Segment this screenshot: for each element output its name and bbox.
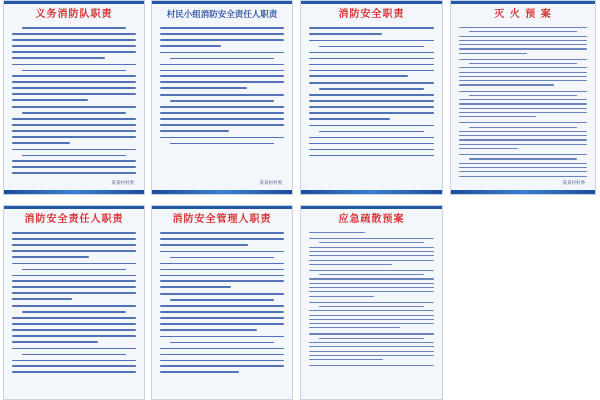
text-line <box>170 143 274 145</box>
text-line <box>12 298 72 300</box>
poster-body-text <box>459 27 587 178</box>
text-line <box>12 57 105 59</box>
text-line <box>459 154 587 155</box>
poster-title: 村民小组消防安全责任人职责 <box>166 10 278 20</box>
text-line <box>309 291 434 292</box>
text-line <box>12 275 136 277</box>
text-line <box>459 48 587 49</box>
poster-body-text <box>309 232 434 383</box>
text-line <box>12 244 136 246</box>
text-line <box>309 323 434 324</box>
text-line <box>12 149 136 151</box>
poster-top-bar <box>4 206 144 209</box>
text-line <box>459 76 587 77</box>
text-line <box>309 278 434 279</box>
poster-fire-safety-manager <box>151 205 293 400</box>
text-line <box>309 327 400 328</box>
text-line <box>160 251 284 253</box>
text-line <box>160 94 284 96</box>
poster-bottom-bar <box>451 190 595 194</box>
poster-title: 消防安全职责 <box>338 9 405 20</box>
text-line <box>309 319 434 320</box>
text-line <box>160 130 229 132</box>
text-line <box>160 64 284 66</box>
text-line <box>160 323 284 325</box>
poster-fire-safety-duties <box>300 0 443 195</box>
text-line <box>309 106 434 108</box>
poster-title: 消防安全管理人职责 <box>172 214 272 225</box>
text-line <box>160 293 284 295</box>
text-line <box>459 44 587 45</box>
text-line <box>160 33 284 35</box>
text-line <box>309 333 434 334</box>
text-line <box>170 299 274 301</box>
text-line <box>12 172 136 174</box>
text-line <box>22 311 126 313</box>
poster-title: 消防安全责任人职责 <box>24 214 124 225</box>
text-line <box>319 242 424 243</box>
text-line <box>160 280 284 282</box>
text-line <box>459 36 587 37</box>
poster-top-bar <box>152 206 292 209</box>
text-line <box>459 67 587 68</box>
text-line <box>12 124 136 126</box>
text-line <box>160 137 284 139</box>
text-line <box>12 323 136 325</box>
text-line <box>160 52 284 54</box>
text-line <box>459 91 587 92</box>
text-line <box>309 310 434 311</box>
text-line <box>459 59 587 60</box>
text-line <box>170 58 274 60</box>
text-line <box>12 81 136 83</box>
text-line <box>309 359 383 360</box>
text-line <box>160 360 284 362</box>
text-line <box>309 94 434 96</box>
text-line <box>12 256 89 258</box>
text-line <box>160 27 284 29</box>
text-line <box>12 64 136 66</box>
text-line <box>160 244 248 246</box>
text-line <box>160 106 284 108</box>
text-line <box>309 70 434 72</box>
text-line <box>459 163 587 164</box>
text-line <box>22 354 126 356</box>
poster-emergency-evacuation-plan <box>300 205 443 400</box>
text-line <box>469 31 577 32</box>
text-line <box>160 112 284 114</box>
text-line <box>309 82 434 84</box>
poster-fire-fighting-plan <box>450 0 596 195</box>
text-line <box>309 247 434 248</box>
text-line <box>459 144 587 145</box>
text-line <box>319 338 424 339</box>
text-line <box>459 122 587 123</box>
text-line <box>12 75 136 77</box>
text-line <box>12 136 136 138</box>
text-line <box>160 365 284 367</box>
text-line <box>459 53 527 54</box>
poster-bottom-bar <box>4 190 144 194</box>
text-line <box>12 263 136 265</box>
text-line <box>22 112 126 114</box>
text-line <box>160 124 284 126</box>
poster-bottom-bar <box>152 190 292 194</box>
poster-title: 灭 火 预 案 <box>494 9 552 20</box>
text-line <box>309 125 434 127</box>
text-line <box>12 166 136 168</box>
text-line <box>12 329 136 331</box>
text-line <box>309 58 434 60</box>
text-line <box>309 251 434 252</box>
text-line <box>459 84 554 85</box>
text-line <box>319 46 424 48</box>
text-line <box>22 269 126 271</box>
text-line <box>309 302 434 303</box>
text-line <box>309 155 434 157</box>
text-line <box>459 27 587 28</box>
text-line <box>309 255 434 256</box>
text-line <box>459 176 587 177</box>
text-line <box>459 171 587 172</box>
text-line <box>309 296 374 297</box>
text-line <box>309 351 434 352</box>
text-line <box>12 142 70 144</box>
text-line <box>319 131 424 133</box>
text-line <box>309 260 434 261</box>
text-line <box>160 232 284 234</box>
text-line <box>309 40 434 42</box>
text-line <box>22 155 126 157</box>
text-line <box>160 269 284 271</box>
text-line <box>12 45 136 47</box>
text-line <box>160 87 247 89</box>
text-line <box>459 72 587 73</box>
text-line <box>12 238 136 240</box>
text-line <box>160 286 231 288</box>
text-line <box>170 342 274 344</box>
poster-top-bar <box>4 1 144 4</box>
text-line <box>160 118 284 120</box>
poster-top-bar <box>301 206 442 209</box>
text-line <box>309 75 408 77</box>
text-line <box>160 45 221 47</box>
text-line <box>459 135 587 136</box>
poster-fire-safety-responsible-person <box>3 205 145 400</box>
text-line <box>170 257 274 259</box>
text-line <box>309 112 434 114</box>
text-line <box>160 305 284 307</box>
poster-top-bar <box>451 1 595 4</box>
text-line <box>459 103 587 104</box>
poster-body-text <box>309 27 434 178</box>
text-line <box>309 52 434 54</box>
text-line <box>469 63 577 64</box>
text-line <box>469 127 577 128</box>
poster-footer: 某某村村委 <box>111 181 134 186</box>
text-line <box>12 280 136 282</box>
text-line <box>459 167 587 168</box>
text-line <box>22 70 126 72</box>
text-line <box>309 287 434 288</box>
text-line <box>12 348 136 350</box>
text-line <box>160 75 284 77</box>
text-line <box>12 365 136 367</box>
text-line <box>12 87 136 89</box>
poster-top-bar <box>301 1 442 4</box>
text-line <box>459 112 587 113</box>
text-line <box>309 270 434 271</box>
text-line <box>309 64 434 66</box>
text-line <box>309 342 434 343</box>
text-line <box>12 292 136 294</box>
text-line <box>459 139 587 140</box>
text-line <box>12 335 136 337</box>
text-line <box>12 305 136 307</box>
text-line <box>12 317 136 319</box>
text-line <box>160 238 284 240</box>
text-line <box>459 80 587 81</box>
text-line <box>12 130 136 132</box>
text-line <box>309 283 434 284</box>
text-line <box>309 137 434 139</box>
poster-bottom-bar <box>301 190 442 194</box>
text-line <box>160 329 257 331</box>
text-line <box>459 99 587 100</box>
text-line <box>309 100 434 102</box>
text-line <box>12 341 98 343</box>
text-line <box>309 315 434 316</box>
text-line <box>12 250 136 252</box>
poster-footer: 某某村村委 <box>259 181 282 186</box>
text-line <box>12 286 136 288</box>
text-line <box>459 108 587 109</box>
text-line <box>12 51 136 53</box>
text-line <box>309 27 434 29</box>
text-line <box>469 95 577 96</box>
text-line <box>309 264 392 265</box>
poster-duties-volunteer-fire-brigade <box>3 0 145 195</box>
text-line <box>309 33 382 35</box>
poster-title: 义务消防队职责 <box>35 9 113 20</box>
text-line <box>459 40 587 41</box>
poster-title: 应急疏散预案 <box>338 214 405 225</box>
poster-body-text <box>12 27 136 178</box>
text-line <box>12 360 136 362</box>
text-line <box>12 93 136 95</box>
text-line <box>160 336 284 338</box>
text-line <box>459 116 536 117</box>
text-line <box>160 317 284 319</box>
text-line <box>22 27 126 29</box>
text-line <box>160 348 284 350</box>
poster-body-text <box>12 232 136 383</box>
text-line <box>160 371 239 373</box>
text-line <box>12 118 136 120</box>
poster-body-text <box>160 27 284 178</box>
text-line <box>309 365 434 366</box>
text-line <box>12 160 136 162</box>
text-line <box>309 118 390 120</box>
poster-top-bar <box>152 1 292 4</box>
text-line <box>12 371 136 373</box>
poster-footer: 某某村村委 <box>562 181 585 186</box>
text-line <box>309 143 434 145</box>
poster-village-group-fire-safety-responsible-person <box>151 0 293 195</box>
text-line <box>160 81 284 83</box>
text-line <box>12 99 88 101</box>
text-line <box>309 355 434 356</box>
text-line <box>160 263 284 265</box>
text-line <box>309 238 434 239</box>
text-line <box>12 33 136 35</box>
text-line <box>459 131 587 132</box>
text-line <box>170 100 274 102</box>
text-line <box>160 311 284 313</box>
text-line <box>459 148 518 149</box>
text-line <box>319 88 424 90</box>
text-line <box>319 306 424 307</box>
text-line <box>160 70 284 72</box>
text-line <box>309 346 434 347</box>
text-line <box>12 232 136 234</box>
text-line <box>160 39 284 41</box>
text-line <box>319 274 424 275</box>
text-line <box>160 354 284 356</box>
text-line <box>309 232 365 233</box>
text-line <box>160 275 284 277</box>
text-line <box>469 158 577 159</box>
text-line <box>12 39 136 41</box>
poster-body-text <box>160 232 284 383</box>
text-line <box>309 149 434 151</box>
text-line <box>12 106 136 108</box>
